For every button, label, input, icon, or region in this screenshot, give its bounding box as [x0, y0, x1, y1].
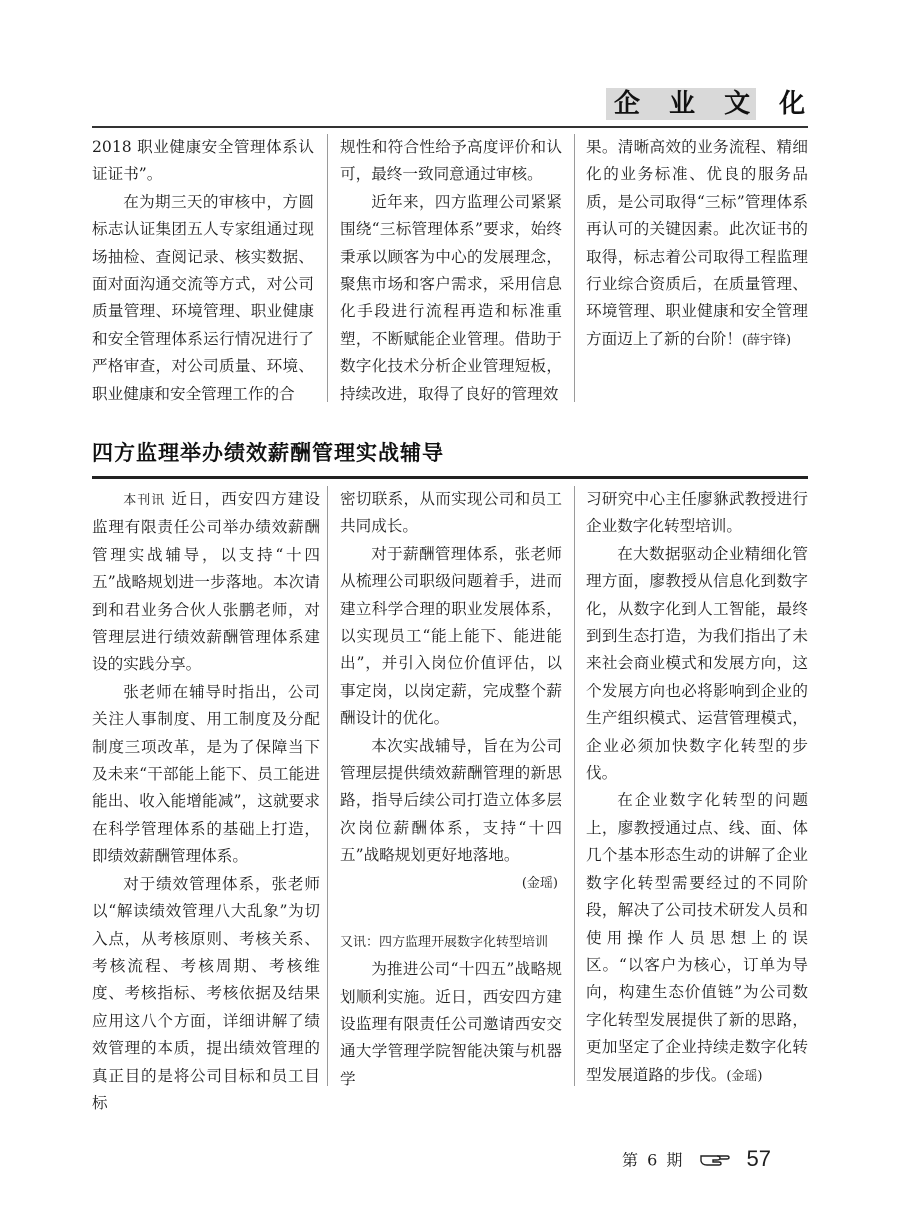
paragraph — [92, 486, 320, 679]
paragraph — [586, 787, 808, 1089]
top-article-col-1 — [92, 134, 314, 408]
paragraph: 对于薪酬管理体系，张老师从梳理公司职级问题着手，进而建立科学合理的职业发展体系，以实现员工“能上能下、能进能出”，并引入岗位价值评估，以事定岗，以岗定薪，完成整个薪酬设计的优化。 — [340, 544, 562, 728]
paragraph: 本次实战辅导，旨在为公司管理层提供绩效薪酬管理的新思路，指导后续公司打造立体多层次岗位薪酬体系，支持“十四五”战略规划更好地落地。 — [340, 736, 562, 865]
paragraph: 张老师在辅导时指出，公司关注人事制度、用工制度及分配制度三项改革，是为了保障当下及未来“干部能上能下、员工能进能出、收入能增能减”，这就要求在科学管理体系的基础上打造，即绩效薪酬管理体系。 — [92, 682, 320, 866]
paragraph — [586, 134, 808, 354]
paragraph-text: 在企业数字化转型的问题上，廖教授通过点、线、面、体几个基本形态生动的讲解了企业数字化转型需要经过的不同阶段，解决了公司技术研发人员和使用操作人员思想上的误区。“以客户为核心，订单为导向，构建生态价值链”为公司数字化转型发展提供了新的思路，更加坚定了企业持续走数字化转型发展道路的步伐。 — [586, 791, 808, 1084]
column-divider — [574, 486, 575, 1086]
page-number: 57 — [746, 1146, 772, 1171]
paragraph: 近年来，四方监理公司紧紧围绕“三标管理体系”要求，始终秉承以顾客为中心的发展理念，聚焦市场和客户需求，采用信息化手段进行流程再造和标准重塑，不断赋能企业管理。借助于数字化技术分析企业管理短板，持续改进，取得了良好的管理效 — [340, 192, 562, 403]
paragraph: 规性和符合性给予高度评价和认可，最终一致同意通过审核。 — [340, 138, 562, 184]
column-divider — [327, 134, 328, 402]
headline-rule — [92, 476, 808, 479]
paragraph-text: 果。清晰高效的业务流程、精细化的业务标准、优良的服务品质，是公司取得“三标”管理体系再认可的关键因素。此次证书的取得，标志着公司取得工程监理行业综合资质后，在质量管理、环境管理、职业健康和安全管理方面迈上了新的台阶！ — [586, 138, 808, 348]
main-article-col-1 — [92, 486, 320, 1117]
header-rule — [92, 126, 808, 128]
page-footer — [622, 1146, 771, 1174]
top-article-col-3 — [586, 134, 808, 354]
paragraph: 对于绩效管理体系，张老师以“解读绩效管理八大乱象”为切入点，从考核原则、考核关系、考核流程、考核周期、考核维度、考核指标、考核依据及结果应用这八个方面，详细讲解了绩效管理的本质，提出绩效管理的真正目的是将公司目标和员工目标 — [92, 874, 320, 1112]
section-tag — [606, 88, 816, 120]
column-divider — [327, 486, 328, 1086]
column-divider — [574, 134, 575, 402]
article-headline: 四方监理举办绩效薪酬管理实战辅导 — [92, 441, 444, 465]
paragraph: 在大数据驱动企业精细化管理方面，廖教授从信息化到数字化，从数字化到人工智能，最终到到生态打造，为我们指出了未来社会商业模式和发展方向，这个发展方向也必将影响到企业的生产组织模式、运营管理模式，企业必须加快数字化转型的步伐。 — [586, 544, 808, 783]
pointing-hand-icon — [699, 1150, 731, 1168]
author-credit: (薛宇锋) — [741, 332, 792, 348]
author-credit: (金瑶) — [521, 875, 558, 891]
section-tag-label: 企 业 文 化 — [614, 89, 816, 119]
paragraph: 为推进公司“十四五”战略规划顺利实施。近日，西安四方建设监理有限责任公司邀请西安交通大学管理学院智能决策与机器学 — [340, 960, 562, 1088]
paragraph: 密切联系，从而实现公司和员工共同成长。 — [340, 490, 562, 536]
author-credit: (金瑶) — [726, 1068, 763, 1084]
paragraph-text: 近日，西安四方建设监理有限责任公司举办绩效薪酬管理实战辅导，以支持“十四五”战略规划进一步落地。本次请到和君业务合伙人张鹏老师，对管理层进行绩效薪酬管理体系建设的实践分享。 — [92, 490, 320, 674]
paragraph: 在为期三天的审核中，方圆标志认证集团五人专家组通过现场抽检、查阅记录、核实数据、面对面沟通交流等方式，对公司质量管理、环境管理、职业健康和安全管理体系运行情况进行了严格审查，对公司质量、环境、职业健康和安全管理工作的合 — [92, 192, 314, 403]
top-article-col-2 — [340, 134, 562, 408]
main-article-col-2 — [340, 486, 562, 1093]
lead-label: 本刊讯 — [123, 493, 166, 508]
issue-number: 第 6 期 — [622, 1150, 685, 1170]
paragraph: 习研究中心主任廖貅武教授进行企业数字化转型培训。 — [586, 490, 808, 536]
main-article-col-3 — [586, 486, 808, 1090]
paragraph: 2018 职业健康安全管理体系认证证书”。 — [92, 138, 314, 184]
brief-headline: 又讯：四方监理开展数字化转型培训 — [340, 935, 549, 951]
